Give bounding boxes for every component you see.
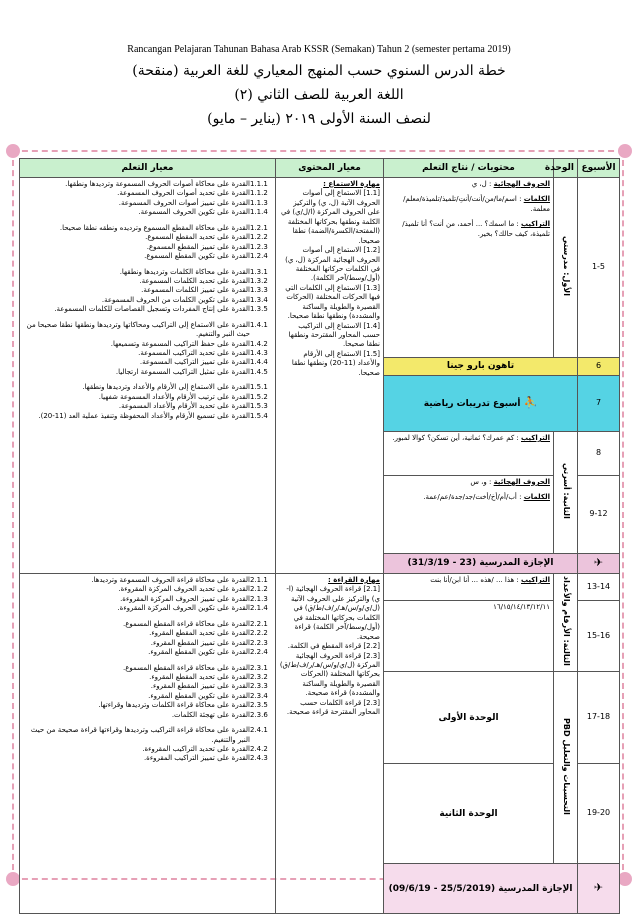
content-cell: [384, 178, 554, 358]
standard-text: القدرة على تمثيل التراكيب المسموعة ارتجاليا.: [115, 367, 250, 376]
standard-number: 2.2.1: [250, 619, 268, 628]
list-item: [23, 305, 272, 314]
listening-standard-item: [1.4] الاستماع إلى التراكيب حسب المحاور المقترحة ونطقها نطقا صحيحا.: [288, 321, 380, 349]
runner-icon: ⛹: [523, 396, 538, 410]
reading-standard-item: [2.3] قراءة الكلمات حسب المحاور المقترحة قراءة صحيحة.: [286, 698, 380, 717]
standard-text: القدرة على تمييز المقطع المقروء.: [150, 638, 250, 647]
standard-text: القدرة على محاكاة قراءة المقطع المسموع.: [122, 619, 250, 628]
list-item: [23, 208, 272, 217]
week-cell: 17-18: [578, 672, 620, 764]
standard-number: 2.1.3: [250, 594, 268, 603]
standard-number: 1.4.1: [250, 320, 268, 329]
standard-text: القدرة على الاستماع إلى التراكيب ومحاكاتها وترديدها ونطقها نطقا صحيحا من حيث النبر والتنغيم.: [26, 320, 250, 339]
standard-number: 1.4.4: [250, 358, 268, 367]
standard-text: القدرة على تكوين المقطع المسموع.: [144, 252, 250, 261]
standard-text: القدرة على محاكاة قراءة الحروف المسموعة وترديدها.: [91, 576, 250, 584]
standard-text: القدرة على تكوين المقطع المقروء.: [148, 648, 250, 657]
holiday2-band: الإجازة المدرسية (25/5/2019 - 09/6/19): [384, 864, 578, 914]
standard-number: 2.3.4: [250, 691, 268, 700]
structures-title: التراكيب: [521, 576, 550, 584]
standard-content-listening: [276, 178, 384, 574]
standard-number: 2.4.3: [250, 754, 268, 763]
content-cell: [384, 600, 554, 672]
standard-text: القدرة على محاكاة قراءة المقطع المسموع.: [122, 663, 250, 672]
list-item: [23, 576, 272, 585]
words-title: الكلمات: [523, 195, 550, 204]
arabic-title-line1: خطة الدرس السنوي حسب المنهج المعياري للغة العربية (منقحة): [132, 63, 506, 79]
structures-title: التراكيب: [521, 220, 550, 229]
document-header: [0, 44, 638, 127]
standard-text: القدرة على تكوين الحروف المركزة المقروءة.: [117, 604, 250, 613]
words-text: : أب/أم/أخ/أخت/جد/جدة/عم/عمة.: [423, 493, 522, 502]
structures-title: التراكيب: [521, 434, 550, 442]
header-content: محتويات / نتاج التعلم: [384, 159, 554, 178]
standard-number: 1.4.2: [250, 339, 268, 348]
listening-standard-item: [1.2] الاستماع إلى أصوات الحروف الهجائية المركزة (ل، ي) في الكلمات حركاتها المختلفة (أول/وسط/آخر الكلمة).: [285, 246, 380, 283]
standard-text: القدرة على محاكاة المقطع المسموع وترديده ونطقه نطقا صحيحا.: [59, 223, 250, 232]
airplane-icon: ✈: [593, 556, 604, 570]
letters-title: الحروف الهجائية: [493, 180, 550, 188]
standard-text: القدرة على محاكاة قراءة التراكيب وترديدها وقراءتها قراءة صحيحة من حيث النبر والتنغيم.: [30, 726, 250, 744]
standard-number: 2.3.2: [250, 672, 268, 681]
week7-text: أسبوع تدريبات رياضية: [423, 399, 521, 410]
list-item: [23, 277, 272, 286]
list-item: [23, 629, 272, 638]
content-cell: الوحدة الأولى: [384, 672, 554, 764]
standard-number: 1.3.2: [250, 276, 268, 285]
standard-number: 1.4.3: [250, 349, 268, 357]
standard-text: القدرة على تحديد المقطع المسموع.: [145, 233, 250, 242]
standard-text: القدرة على تمييز التراكيب المسموعة.: [139, 358, 250, 367]
standard-number: 1.2.4: [250, 252, 268, 261]
header-unit: الوحدة: [554, 159, 578, 178]
week6-band: تاهون بارو جينا: [384, 358, 578, 376]
rose-corner-icon: [6, 872, 20, 886]
learning-standards-listening: [20, 178, 276, 574]
standard-number: 2.3.1: [250, 663, 268, 672]
standard-number: 2.3.5: [250, 701, 268, 710]
rose-corner-icon: [618, 872, 632, 886]
standard-number: 2.3.6: [250, 710, 268, 719]
standard-number: 1.3.5: [250, 305, 268, 314]
header-standard-learning: معيار التعلم: [20, 159, 276, 178]
standard-text: القدرة على حفظ التراكيب المسموعة وتسميعها.: [110, 339, 250, 348]
standard-text: القدرة على تمييز أصوات الحروف المسموعة.: [118, 198, 250, 207]
airplane-icon: ✈: [593, 881, 604, 895]
letters-text: : ل، ي: [471, 180, 492, 188]
list-item: [23, 664, 272, 673]
list-item: [23, 726, 272, 745]
structures-text: : ما اسمك؟ ... أحمد، من أنت؟ أنا تلميذ/تلميذة، كيف حالك؟ بخير.: [402, 220, 550, 238]
list-item: [23, 199, 272, 208]
list-item: [23, 754, 272, 763]
header-week: الأسبوع: [578, 159, 620, 178]
list-item: [23, 286, 272, 295]
holiday1-band: الإجازة المدرسية (23 - 31/3/19): [384, 554, 578, 574]
standard-text: القدرة على تحديد الحروف المركزة المقروءة.: [118, 585, 250, 594]
reading-title: مهارة القراءة :: [328, 576, 380, 584]
list-item: [23, 620, 272, 629]
reading-standard-item: [2.1] قراءة الحروف الهجائية (ا- ي) والتركيز على الحروف الآتية (ل/ي/و/س/هـ/ر/ف/ط/ق) في الكلمات بحركاتها المختلفة في (أول/وسط/آخر الكلمة) قراءة صحيحة.: [286, 585, 380, 641]
unit-cell: [554, 672, 578, 864]
header-standard-content: معيار المحتوى: [276, 159, 384, 178]
unit-cell: [554, 432, 578, 554]
standard-number: 2.4.2: [250, 745, 268, 753]
reading-standard-item: [2.3] قراءة الحروف الهجائية المركزة (ل/ي/و/س/هـ/ر/ف/ط/ق) بحركاتها المختلفة (الحركات القصيرة والطويلة والساكنة والمشددة) قراءة صحيحة.: [279, 651, 380, 698]
standard-text: القدرة على محاكاة أصوات الحروف المسموعة وترديدها ونطقها.: [65, 180, 250, 188]
content-cell: الوحدة الثانية: [384, 764, 554, 864]
week-cell: 1-5: [578, 178, 620, 358]
list-item: [23, 673, 272, 682]
list-item: [23, 412, 272, 421]
standard-text: القدرة على تحديد المقطع المقروء.: [149, 629, 250, 638]
list-item: [23, 692, 272, 701]
week-cell: 8: [578, 432, 620, 476]
list-item: [23, 604, 272, 613]
list-item: [23, 383, 272, 392]
listening-standard-item: [1.3] الاستماع إلى الكلمات التي فيها الحركات المختلفة (الحركات القصيرة والطويلة والساكنة والمشددة) ونطقها نطقا صحيحا.: [285, 283, 380, 321]
standard-text: القدرة على تحديد المقطع المقروء.: [149, 672, 250, 681]
standard-number: 2.1.2: [250, 585, 268, 594]
standard-number: 1.1.3: [250, 198, 268, 207]
learning-standards-reading: [20, 574, 276, 914]
week-cell: [578, 864, 620, 914]
list-item: [23, 595, 272, 604]
list-item: [23, 745, 272, 754]
list-item: [23, 340, 272, 349]
content-cell: [384, 574, 554, 601]
list-item: [23, 268, 272, 277]
standard-text: القدرة على تحديد الكلمات المسموعة.: [139, 276, 250, 285]
standard-text: القدرة على تسميع الأرقام والأعداد المحفوظة وتنفيذ عملية العد (11-20).: [38, 411, 250, 420]
standard-number: 1.5.2: [250, 392, 268, 401]
list-item: [23, 368, 272, 377]
standard-number: 2.1.1: [250, 576, 268, 584]
unit2-label: الثانية: أسرتي: [561, 462, 571, 519]
content-cell: [384, 476, 554, 554]
list-item: [23, 639, 272, 648]
standard-text: القدرة على ترتيب الأرقام والأعداد المسموعة شفهيا.: [98, 392, 250, 401]
reading-standard-item: [2.2] قراءة المقطع في الكلمة.: [287, 642, 380, 651]
standard-number: 2.3.3: [250, 682, 268, 691]
unit-cell: [554, 574, 578, 672]
numbers-text: ١٦/١٥/١٤/١٣/١٢/١١: [493, 602, 550, 611]
list-item: [23, 224, 272, 233]
week-cell: [578, 554, 620, 574]
list-item: [23, 402, 272, 411]
week-cell: 7: [578, 376, 620, 432]
standard-number: 1.4.5: [250, 367, 268, 376]
standard-text: القدرة على تمييز المقطع المسموع.: [146, 242, 250, 251]
list-item: [23, 243, 272, 252]
standard-text: القدرة على تهجئة الكلمات.: [171, 710, 250, 719]
pbd-label: التحسينات والتعليل PBD: [561, 717, 571, 815]
standard-text: القدرة على تكوين المقطع المقروء.: [148, 691, 250, 700]
standard-number: 1.3.3: [250, 286, 268, 295]
list-item: [23, 701, 272, 710]
unit3-label: الثالثة: الأرقام والأعداد: [561, 576, 571, 666]
list-item: [23, 711, 272, 720]
standard-number: 1.3.4: [250, 295, 268, 304]
arabic-title-line3: لنصف السنة الأولى ٢٠١٩ (يناير – مايو): [207, 111, 431, 127]
standard-text: القدرة على تحديد التراكيب المقروءة.: [142, 745, 250, 753]
standard-text: القدرة على تمييز التراكيب المقروءة.: [143, 754, 250, 763]
standard-number: 1.2.3: [250, 242, 268, 251]
words-text: : اسم/ما/من/أنت/أنتِ/تلميذ/تلميذة/معلم/معلمة.: [403, 195, 550, 213]
listening-standard-item: [1.1] الاستماع إلى أصوات الحروف الآتية (ل، ي) والتركيز على الحروف المركزة (ا/ل/ي) في الكلمة ونطقها بحركاتها المختلفة (المفتحة/الكسرة/الضمة) نطقا صحيحا.: [280, 189, 380, 245]
standard-text: القدرة على تمييز المقطع المقروء.: [150, 682, 250, 691]
letters-title: الحروف الهجائية: [493, 478, 550, 486]
table-row: [20, 178, 620, 358]
week-cell: 13-14: [578, 574, 620, 601]
week-cell: 9-12: [578, 476, 620, 554]
list-item: [23, 585, 272, 594]
content-cell: [384, 432, 554, 476]
standard-number: 2.2.4: [250, 648, 268, 657]
listening-title: مهارة الاستماع :: [323, 180, 380, 188]
standard-text: القدرة على الاستماع إلى الأرقام والأعداد وترديدها ونطقها.: [82, 383, 250, 392]
listening-standard-item: [1.5] الاستماع إلى الأرقام والأعداد (11-20) ونطقها نطقا صحيحا.: [291, 349, 380, 377]
lesson-plan-table: [19, 158, 620, 914]
standard-text: القدرة على محاكاة الكلمات وترديدها ونطقها.: [119, 267, 250, 276]
english-title: Rancangan Pelajaran Tahunan Bahasa Arab KSSR (Semakan) Tahun 2 (semester pertama 2019): [127, 44, 511, 55]
standard-number: 1.1.2: [250, 189, 268, 198]
standard-number: 1.5.3: [250, 402, 268, 411]
unit1-label: الأول: مدرستي: [561, 235, 571, 296]
list-item: [23, 252, 272, 261]
standard-text: القدرة على تمييز الكلمات المسموعة.: [141, 286, 250, 295]
structures-text: : هذا ... /هذه ... أنا ابن/أنا بنت: [430, 576, 519, 584]
arabic-title-line2: اللغة العربية للصف الثاني (٢): [234, 87, 404, 103]
standard-number: 1.5.1: [250, 383, 268, 392]
week7-band: [384, 376, 578, 432]
standard-text: القدرة على تكوين الكلمات من الحروف المسموعة.: [101, 295, 250, 304]
list-item: [23, 296, 272, 305]
standard-number: 1.3.1: [250, 267, 268, 276]
standard-number: 2.2.2: [250, 629, 268, 638]
structures-text: : كم عمرك؟ ثمانية، أين تسكن؟ كوالا لمبور.: [392, 434, 519, 442]
unit-cell: [554, 178, 578, 358]
standard-text: القدرة على إنتاج المفردات وتسجيل القصاصات للكلمات المسموعة.: [54, 305, 250, 314]
list-item: [23, 233, 272, 242]
table-header-row: [20, 159, 620, 178]
standard-content-reading: [276, 574, 384, 914]
list-item: [23, 189, 272, 198]
standard-number: 1.2.2: [250, 233, 268, 242]
list-item: [23, 682, 272, 691]
list-item: [23, 358, 272, 367]
week-cell: 6: [578, 358, 620, 376]
standard-text: القدرة على تحديد أصوات الحروف المسموعة.: [117, 189, 250, 198]
standard-number: 1.5.4: [250, 411, 268, 420]
standard-text: القدرة على محاكاة قراءة الكلمات وترديدها وقراءتها.: [98, 701, 250, 710]
letters-text: : و، س: [470, 478, 492, 486]
week-cell: 19-20: [578, 764, 620, 864]
words-title: الكلمات: [523, 493, 550, 502]
rose-corner-icon: [618, 144, 632, 158]
standard-number: 2.1.4: [250, 604, 268, 613]
list-item: [23, 393, 272, 402]
week-cell: 15-16: [578, 600, 620, 672]
standard-text: القدرة على تكوين الحروف المسموعة.: [138, 208, 250, 217]
list-item: [23, 349, 272, 358]
standard-text: القدرة على تحديد التراكيب المسموعة.: [138, 349, 250, 357]
list-item: [23, 321, 272, 340]
rose-corner-icon: [6, 144, 20, 158]
standard-number: 1.1.1: [250, 180, 268, 188]
table-row: [20, 574, 620, 601]
standard-number: 1.1.4: [250, 208, 268, 217]
standard-text: القدرة على تحديد الأرقام والأعداد المسموعة.: [118, 402, 250, 411]
standard-number: 2.4.1: [250, 726, 268, 735]
list-item: [23, 648, 272, 657]
standard-number: 2.2.3: [250, 638, 268, 647]
standard-text: القدرة على تمييز الحروف المركزة المقروءة.: [120, 594, 250, 603]
standard-number: 1.2.1: [250, 223, 268, 232]
